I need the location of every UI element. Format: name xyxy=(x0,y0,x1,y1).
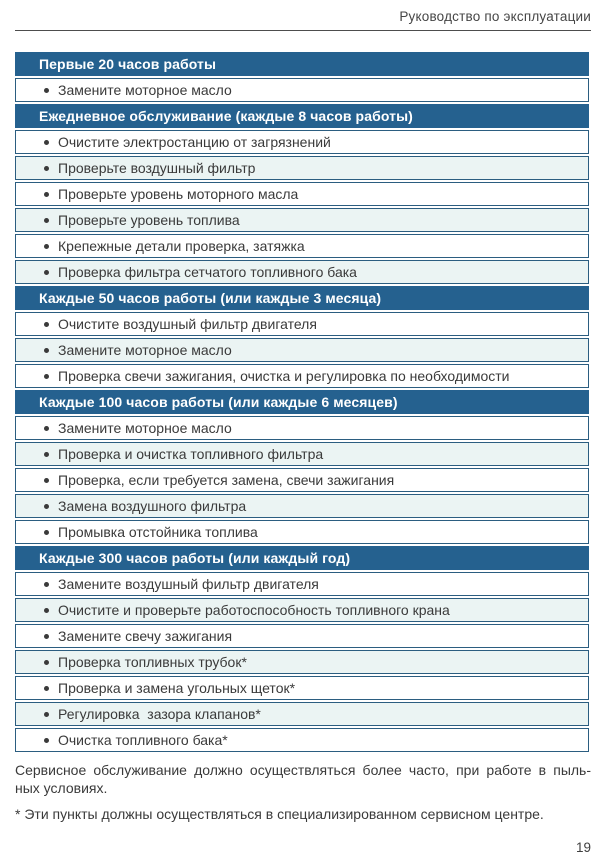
bullet-icon xyxy=(44,270,49,275)
section-header-row xyxy=(15,52,589,76)
task-row xyxy=(15,676,589,700)
section-title: Каждые 50 часов работы (или каждые 3 месяца) xyxy=(39,290,382,306)
bullet-icon xyxy=(44,660,49,665)
section-title: Каждые 100 часов работы (или каждые 6 месяцев) xyxy=(39,394,398,410)
bullet-icon xyxy=(44,348,49,353)
task-label: Очистите и проверьте работоспособность топливного крана xyxy=(58,602,450,618)
bullet-icon xyxy=(44,582,49,587)
bullet-icon xyxy=(44,634,49,639)
task-label: Проверка и замена угольных щеток* xyxy=(58,680,296,696)
task-label: Регулировка зазора клапанов* xyxy=(58,706,261,722)
task-label: Замените воздушный фильтр двигателя xyxy=(58,576,319,592)
task-row xyxy=(15,442,589,466)
page-header xyxy=(15,0,591,31)
bullet-icon xyxy=(44,686,49,691)
task-row xyxy=(15,182,589,206)
bullet-icon xyxy=(44,478,49,483)
task-label: Очистите электростанцию от загрязнений xyxy=(58,134,331,150)
note-dusty-line1: Сервисное обслуживание должно осуществляться более часто, при работе в пыль- xyxy=(15,762,591,778)
task-row xyxy=(15,572,589,596)
task-row xyxy=(15,312,589,336)
task-label: Проверьте уровень моторного масла xyxy=(58,186,299,202)
note-asterisk: * Эти пункты должны осуществляться в специализированном сервисном центре. xyxy=(15,806,544,822)
task-row xyxy=(15,364,589,388)
section-header-row xyxy=(15,546,589,570)
task-label: Очистите воздушный фильтр двигателя xyxy=(58,316,317,332)
task-row xyxy=(15,208,589,232)
task-row xyxy=(15,728,589,752)
section-header-row xyxy=(15,104,589,128)
task-label: Замена воздушного фильтра xyxy=(58,498,247,514)
note-dusty-line2: ных условиях. xyxy=(15,779,108,796)
bullet-icon xyxy=(44,712,49,717)
task-label: Крепежные детали проверка, затяжка xyxy=(58,238,305,254)
task-label: Замените моторное масло xyxy=(58,82,232,98)
task-row xyxy=(15,338,589,362)
task-label: Проверка, если требуется замена, свечи зажигания xyxy=(58,472,395,488)
task-label: Промывка отстойника топлива xyxy=(58,524,258,540)
task-row xyxy=(15,234,589,258)
bullet-icon xyxy=(44,452,49,457)
task-row xyxy=(15,702,589,726)
bullet-icon xyxy=(44,426,49,431)
bullet-icon xyxy=(44,218,49,223)
task-row xyxy=(15,598,589,622)
bullet-icon xyxy=(44,88,49,93)
task-row xyxy=(15,260,589,284)
task-row xyxy=(15,78,589,102)
bullet-icon xyxy=(44,504,49,509)
bullet-icon xyxy=(44,608,49,613)
page-number: 19 xyxy=(575,839,591,855)
task-row xyxy=(15,468,589,492)
section-title: Ежедневное обслуживание (каждые 8 часов работы) xyxy=(39,108,413,124)
maintenance-table xyxy=(15,52,589,752)
page-header-title: Руководство по эксплуатации xyxy=(399,9,591,24)
section-header-row xyxy=(15,390,589,414)
task-row xyxy=(15,156,589,180)
bullet-icon xyxy=(44,374,49,379)
task-row xyxy=(15,520,589,544)
task-label: Проверка свечи зажигания, очистка и регулировка по необходимости xyxy=(58,368,510,384)
section-title: Каждые 300 часов работы (или каждый год) xyxy=(39,550,351,566)
task-label: Проверьте воздушный фильтр xyxy=(58,160,256,176)
bullet-icon xyxy=(44,244,49,249)
section-header-row xyxy=(15,286,589,310)
task-row xyxy=(15,494,589,518)
task-row xyxy=(15,650,589,674)
task-label: Проверка топливных трубок* xyxy=(58,654,247,670)
task-row xyxy=(15,130,589,154)
bullet-icon xyxy=(44,140,49,145)
note-dusty-conditions xyxy=(15,762,591,797)
section-title: Первые 20 часов работы xyxy=(39,56,217,72)
bullet-icon xyxy=(44,738,49,743)
task-label: Замените свечу зажигания xyxy=(58,628,233,644)
task-label: Проверка фильтра сетчатого топливного бака xyxy=(58,264,357,280)
task-label: Замените моторное масло xyxy=(58,342,232,358)
task-label: Проверьте уровень топлива xyxy=(58,212,240,228)
bullet-icon xyxy=(44,530,49,535)
task-label: Очистка топливного бака* xyxy=(58,732,228,748)
task-label: Замените моторное масло xyxy=(58,420,232,436)
bullet-icon xyxy=(44,166,49,171)
task-row xyxy=(15,416,589,440)
footnotes xyxy=(15,762,591,824)
bullet-icon xyxy=(44,192,49,197)
task-row xyxy=(15,624,589,648)
bullet-icon xyxy=(44,322,49,327)
task-label: Проверка и очистка топливного фильтра xyxy=(58,446,324,462)
